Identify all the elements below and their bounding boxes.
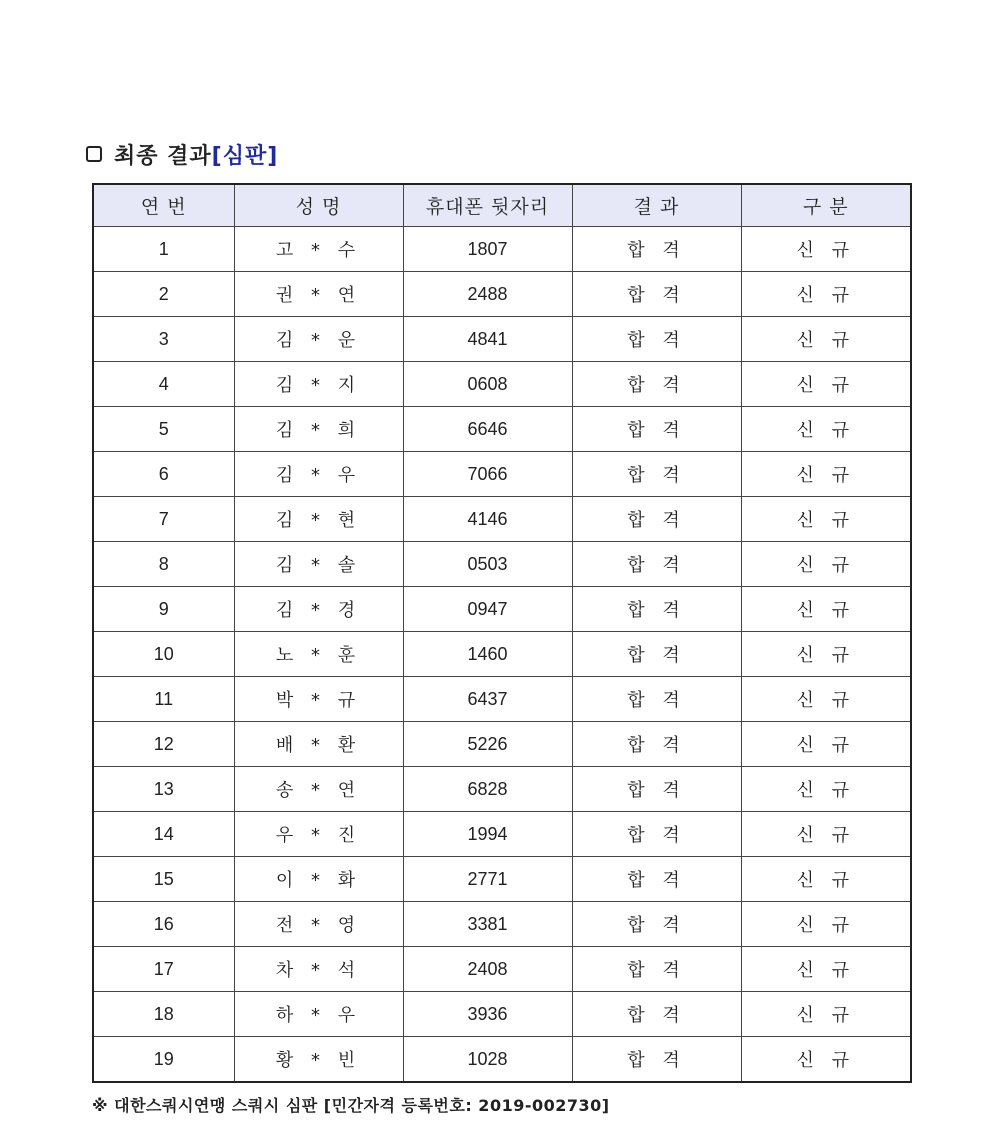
cell-phone: 0608: [403, 362, 572, 407]
cell-phone: 6646: [403, 407, 572, 452]
header-name: 성 명: [234, 184, 403, 227]
cell-phone: 5226: [403, 722, 572, 767]
table-row: [93, 407, 911, 452]
table-row: [93, 362, 911, 407]
cell-type: 신 규: [741, 272, 911, 317]
cell-no: 5: [93, 407, 234, 452]
cell-name: 차 * 석: [234, 947, 403, 992]
section-title-text: 최종 결과: [114, 143, 212, 169]
cell-result: 합 격: [572, 407, 741, 452]
table-row: [93, 497, 911, 542]
table-row: [93, 227, 911, 272]
header-no: 연 번: [93, 184, 234, 227]
cell-phone: 1807: [403, 227, 572, 272]
table-row: [93, 812, 911, 857]
footnote: ※ 대한스쿼시연맹 스쿼시 심판 [민간자격 등록번호: 2019-002730]: [92, 1096, 610, 1115]
cell-name: 김 * 경: [234, 587, 403, 632]
cell-result: 합 격: [572, 1037, 741, 1083]
results-table: [92, 183, 912, 1083]
cell-name: 하 * 우: [234, 992, 403, 1037]
cell-phone: 1028: [403, 1037, 572, 1083]
cell-type: 신 규: [741, 722, 911, 767]
cell-no: 2: [93, 272, 234, 317]
table-row: [93, 587, 911, 632]
cell-type: 신 규: [741, 407, 911, 452]
cell-name: 권 * 연: [234, 272, 403, 317]
cell-type: 신 규: [741, 677, 911, 722]
cell-result: 합 격: [572, 902, 741, 947]
cell-phone: 7066: [403, 452, 572, 497]
table-row: [93, 857, 911, 902]
cell-result: 합 격: [572, 587, 741, 632]
cell-no: 12: [93, 722, 234, 767]
cell-no: 13: [93, 767, 234, 812]
cell-name: 김 * 운: [234, 317, 403, 362]
cell-name: 전 * 영: [234, 902, 403, 947]
cell-no: 18: [93, 992, 234, 1037]
header-type: 구 분: [741, 184, 911, 227]
cell-phone: 6437: [403, 677, 572, 722]
cell-name: 김 * 지: [234, 362, 403, 407]
table-row: [93, 677, 911, 722]
cell-phone: 2408: [403, 947, 572, 992]
cell-type: 신 규: [741, 1037, 911, 1083]
table-row: [93, 767, 911, 812]
table-row: [93, 272, 911, 317]
header-result: 결 과: [572, 184, 741, 227]
cell-name: 이 * 화: [234, 857, 403, 902]
cell-type: 신 규: [741, 542, 911, 587]
cell-type: 신 규: [741, 902, 911, 947]
cell-name: 송 * 연: [234, 767, 403, 812]
cell-no: 17: [93, 947, 234, 992]
table-row: [93, 1037, 911, 1083]
checkbox-square-icon: [86, 146, 102, 162]
table-row: [93, 632, 911, 677]
cell-phone: 3381: [403, 902, 572, 947]
cell-phone: 4841: [403, 317, 572, 362]
section-title-bracket: [심판]: [211, 143, 279, 169]
cell-phone: 1460: [403, 632, 572, 677]
cell-phone: 4146: [403, 497, 572, 542]
section-title: [86, 138, 278, 170]
cell-result: 합 격: [572, 452, 741, 497]
cell-type: 신 규: [741, 317, 911, 362]
cell-result: 합 격: [572, 857, 741, 902]
cell-name: 우 * 진: [234, 812, 403, 857]
table-row: [93, 542, 911, 587]
table-body: [93, 227, 911, 1083]
cell-name: 황 * 빈: [234, 1037, 403, 1083]
table-row: [93, 722, 911, 767]
cell-no: 1: [93, 227, 234, 272]
cell-type: 신 규: [741, 227, 911, 272]
cell-type: 신 규: [741, 587, 911, 632]
table-row: [93, 947, 911, 992]
cell-name: 김 * 현: [234, 497, 403, 542]
cell-name: 고 * 수: [234, 227, 403, 272]
cell-type: 신 규: [741, 767, 911, 812]
cell-type: 신 규: [741, 992, 911, 1037]
cell-phone: 6828: [403, 767, 572, 812]
cell-result: 합 격: [572, 362, 741, 407]
cell-result: 합 격: [572, 677, 741, 722]
cell-result: 합 격: [572, 272, 741, 317]
table-row: [93, 452, 911, 497]
cell-no: 19: [93, 1037, 234, 1083]
table-header-row: [93, 184, 911, 227]
cell-no: 6: [93, 452, 234, 497]
cell-result: 합 격: [572, 542, 741, 587]
cell-phone: 1994: [403, 812, 572, 857]
cell-no: 14: [93, 812, 234, 857]
cell-phone: 3936: [403, 992, 572, 1037]
table-row: [93, 317, 911, 362]
cell-phone: 2771: [403, 857, 572, 902]
table-row: [93, 992, 911, 1037]
cell-no: 16: [93, 902, 234, 947]
cell-type: 신 규: [741, 857, 911, 902]
cell-result: 합 격: [572, 317, 741, 362]
cell-no: 7: [93, 497, 234, 542]
cell-result: 합 격: [572, 227, 741, 272]
cell-name: 김 * 희: [234, 407, 403, 452]
cell-result: 합 격: [572, 722, 741, 767]
cell-type: 신 규: [741, 947, 911, 992]
cell-name: 박 * 규: [234, 677, 403, 722]
cell-result: 합 격: [572, 992, 741, 1037]
header-phone: 휴대폰 뒷자리: [403, 184, 572, 227]
cell-name: 김 * 솔: [234, 542, 403, 587]
table-row: [93, 902, 911, 947]
cell-phone: 0947: [403, 587, 572, 632]
cell-no: 9: [93, 587, 234, 632]
cell-phone: 2488: [403, 272, 572, 317]
cell-no: 8: [93, 542, 234, 587]
cell-type: 신 규: [741, 452, 911, 497]
cell-result: 합 격: [572, 812, 741, 857]
cell-type: 신 규: [741, 632, 911, 677]
cell-no: 15: [93, 857, 234, 902]
cell-type: 신 규: [741, 497, 911, 542]
cell-phone: 0503: [403, 542, 572, 587]
cell-no: 3: [93, 317, 234, 362]
cell-type: 신 규: [741, 362, 911, 407]
cell-name: 김 * 우: [234, 452, 403, 497]
cell-no: 10: [93, 632, 234, 677]
cell-type: 신 규: [741, 812, 911, 857]
cell-result: 합 격: [572, 632, 741, 677]
cell-name: 배 * 환: [234, 722, 403, 767]
cell-result: 합 격: [572, 947, 741, 992]
cell-name: 노 * 훈: [234, 632, 403, 677]
cell-result: 합 격: [572, 767, 741, 812]
cell-result: 합 격: [572, 497, 741, 542]
cell-no: 4: [93, 362, 234, 407]
cell-no: 11: [93, 677, 234, 722]
